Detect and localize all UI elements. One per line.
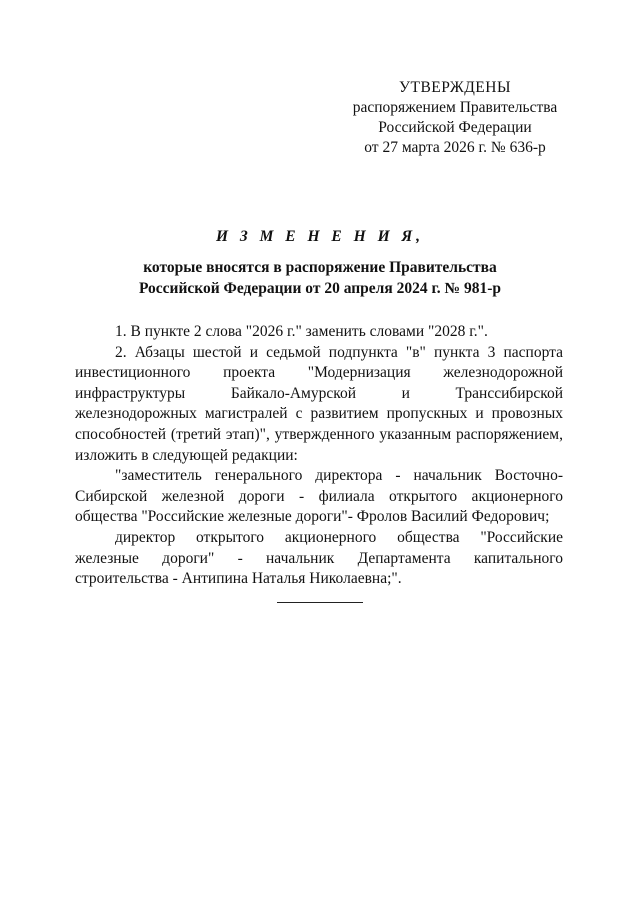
document-body <box>75 322 563 590</box>
title-sub-2: Российской Федерации от 20 апреля 2024 г. № 981-р <box>138 280 502 297</box>
approval-heading: УТВЕРЖДЕНЫ <box>399 79 511 96</box>
approval-stamp <box>340 78 570 158</box>
closing-rule <box>277 602 363 603</box>
title-sub-1: которые вносятся в распоряжение Правительства <box>143 259 497 276</box>
approval-line-3: от 27 марта 2026 г. № 636-р <box>364 139 546 156</box>
paragraph-1: 1. В пункте 2 слова "2026 г." заменить словами "2028 г.". <box>115 323 488 340</box>
paragraph-3: "заместитель генерального директора - начальник Восточно-Сибирской железной дороги - филиала открытого акционерного общества "Российские железные дороги"- Фролов Василий Федорович; <box>75 467 563 526</box>
paragraph-4: директор открытого акционерного общества "Российские железные дороги" - начальник Департамента капитального строительства - Антипина Наталья Николаевна;". <box>75 528 563 588</box>
approval-line-1: распоряжением Правительства <box>352 99 558 116</box>
paragraph-2: 2. Абзацы шестой и седьмой подпункта "в" пункта 3 паспорта инвестиционного проекта "Модернизация железнодорожной инфраструктуры Байкало-Амурской и Транссибирской железнодорожных магистралей с развитием пропускных и провозных способностей (третий этап)", утвержденного указанным распоряжением, изложить в следующей редакции: <box>75 343 563 464</box>
approval-line-2: Российской Федерации <box>378 119 532 136</box>
document-title <box>70 226 570 299</box>
title-main: И З М Е Н Е Н И Я, <box>215 228 425 245</box>
